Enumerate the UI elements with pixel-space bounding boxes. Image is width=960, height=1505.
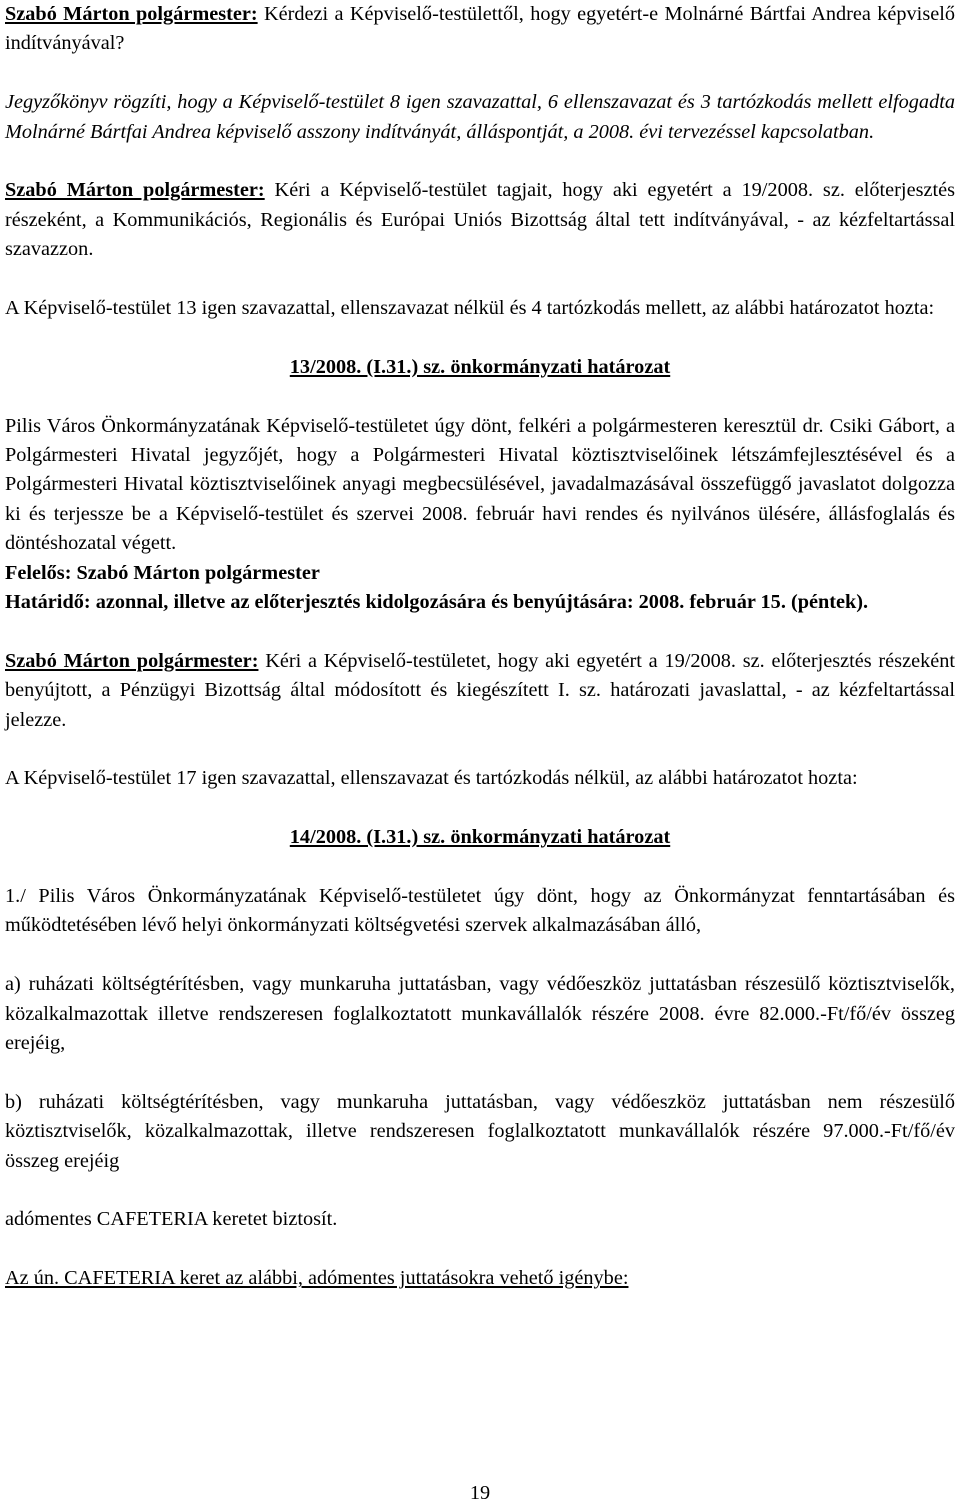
resolution-point-a: a) ruházati költségtérítésben, vagy munkaruha juttatásban, vagy védőeszköz juttatásban részesülő köztisztviselők, közalkalmazottak illetve rendszeresen foglalkoztatott munkavállalók részére 2008. évre 82.000.-Ft/fő/év összeg erejéig, [5,973,955,1055]
resolution-point-1: 1./ Pilis Város Önkormányzatának Képviselő-testületet úgy dönt, hogy az Önkormányzat fenntartásában és működtetésében lévő helyi önkormányzati költségvetési szervek alkalmazásában álló, [5,885,955,937]
spacer [5,1058,955,1087]
paragraph-mayor-request-2 [5,647,955,735]
resolution-cafeteria: adómentes CAFETERIA keretet biztosít. [5,1208,338,1231]
cafeteria-heading: Az ún. CAFETERIA keret az alábbi, adómentes juttatásokra vehető igénybe: [5,1267,629,1290]
page-number: 19 [469,1482,491,1504]
paragraph-mayor-request-1 [5,176,955,264]
spacer [5,265,955,294]
spacer [5,853,955,882]
spacer [5,323,955,352]
resolution-point-b: b) ruházati költségtérítésben, vagy munkaruha juttatásban, vagy védőeszköz juttatásban nem részesülő köztisztviselők, közalkalmazottak, illetve rendszeresen foglalkoztatott munkavállalók részére 97.000.-Ft/fő/év összeg erejéig [5,1090,955,1172]
paragraph-minutes-record: Jegyzőkönyv rögzíti, hogy a Képviselő-testület 8 igen szavazattal, 6 ellenszavazat és 3 tartózkodás mellett elfogadta Molnárné Bártfai Andrea képviselő asszony indítványát, álláspontját, a 2008. évi tervezéssel kapcsolatban. [5,91,955,143]
paragraph-vote-result-2: A Képviselő-testület 17 igen szavazattal, ellenszavazat és tartózkodás nélkül, az alábbi határozatot hozta: [5,767,858,790]
paragraph-text: Kérdezi a Képviselő-testülettől, hogy egyetért-e Molnárné Bártfai Andrea képviselő indítványával? [5,3,955,55]
paragraph-vote-result-1: A Képviselő-testület 13 igen szavazattal, ellenszavazat nélkül és 4 tartózkodás mellett, az alábbi határozatot hozta: [5,297,935,320]
spacer [5,382,955,411]
resolution-title-13: 13/2008. (I.31.) sz. önkormányzati határozat [289,355,671,378]
resolution-responsible: Felelős: Szabó Márton polgármester [5,561,320,584]
paragraph-mayor-question [5,0,955,59]
resolution-title-14: 14/2008. (I.31.) sz. önkormányzati határozat [289,826,671,849]
spacer [5,1235,955,1264]
spacer [5,735,955,764]
spacer [5,59,955,88]
spacer [5,941,955,970]
document-page [5,0,955,1294]
speaker-label: Szabó Márton polgármester: [5,649,259,672]
speaker-label: Szabó Márton polgármester: [5,3,258,25]
resolution-body-13: Pilis Város Önkormányzatának Képviselő-testületet úgy dönt, felkéri a polgármesteren keresztül dr. Csiki Gábort, a Polgármesteri Hivatal jegyzőjét, hogy a Polgármesteri Hivatal köztisztviselőinek létszámfejlesztésével és a Polgármesteri Hivatal köztisztviselőinek anyagi megbecsülésével, javadalmazásával összefüggő javaslatot dolgozza ki és terjessze be a Képviselő-testület és szervei 2008. február havi rendes és nyilvános ülésére, állásfoglalás és döntéshozatal végett. [5,414,955,555]
spacer [5,1176,955,1205]
speaker-label: Szabó Márton polgármester: [5,179,265,202]
paragraph-text: Kéri a Képviselő-testületet, hogy aki egyetért a 19/2008. sz. előterjesztés részeként benyújtott, a Pénzügyi Bizottság által módosított és kiegészített I. sz. határozati javaslattal, - az kézfeltartással jelezze. [5,649,955,731]
spacer [5,617,955,646]
spacer [5,794,955,823]
resolution-deadline: Határidő: azonnal, illetve az előterjesztés kidolgozására és benyújtására: 2008. február 15. (péntek). [5,591,869,614]
spacer [5,147,955,176]
paragraph-text: Kéri a Képviselő-testület tagjait, hogy aki egyetért a 19/2008. sz. előterjesztés részeként, a Kommunikációs, Regionális és Európai Uniós Bizottság által tett indítványával, - az kézfeltartással szavazzon. [5,179,955,261]
